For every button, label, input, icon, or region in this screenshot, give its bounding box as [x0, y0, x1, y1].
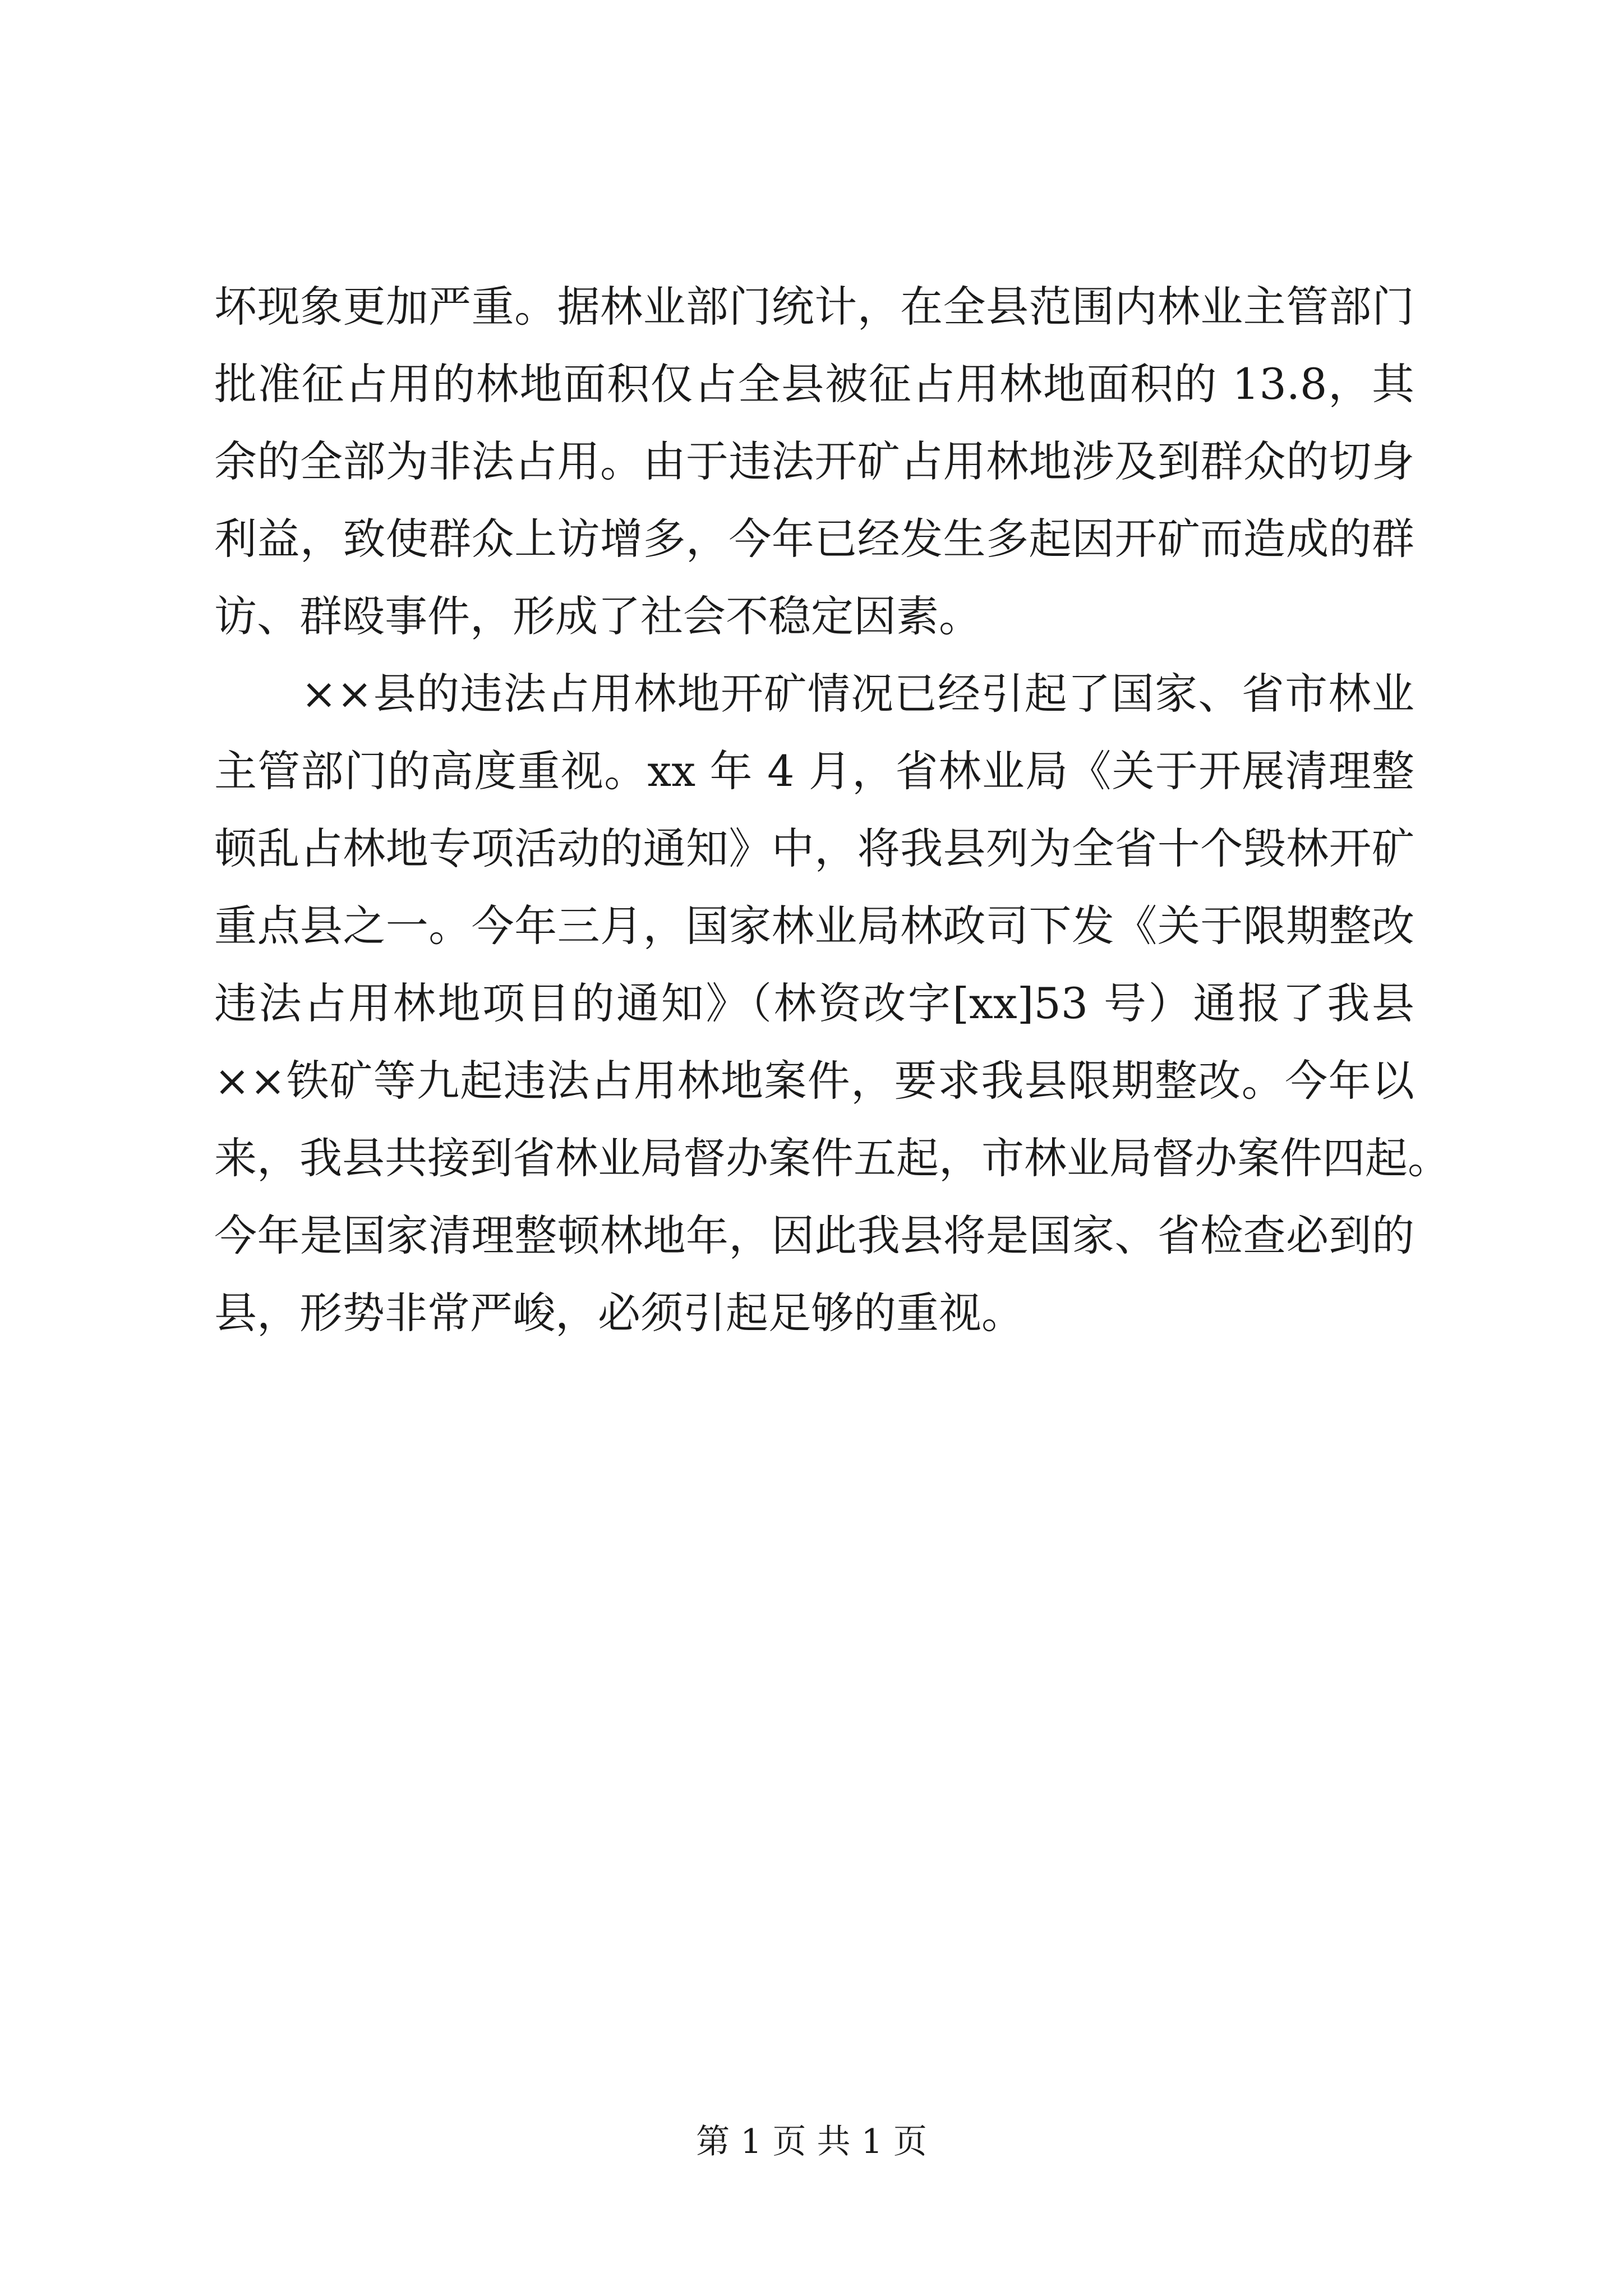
text-line: 来，我县共接到省林业局督办案件五起，市林业局督办案件四起。: [214, 1133, 1450, 1183]
text-line: 重点县之一。今年三月，国家林业局林政司下发《关于限期整改: [214, 901, 1414, 951]
text-line: 今年是国家清理整顿林地年，因此我县将是国家、省检查必到的: [214, 1211, 1414, 1260]
text-line: 县，形势非常严峻，必须引起足够的重视。: [214, 1288, 1024, 1338]
text-line: 违法占用林地项目的通知》（林资改字[xx]53 号）通报了我县: [214, 978, 1414, 1028]
text-line: ××县的违法占用林地开矿情况已经引起了国家、省市林业: [214, 669, 1414, 719]
text-line: 主管部门的高度重视。xx 年 4 月，省林业局《关于开展清理整: [214, 746, 1414, 796]
text-line: 利益，致使群众上访增多，今年已经发生多起因开矿而造成的群: [214, 514, 1414, 564]
page-footer: [0, 2119, 1623, 2164]
paragraph-2: [214, 655, 1450, 1352]
page-number-label: 第 1 页 共 1 页: [696, 2122, 927, 2161]
text-line: 访、群殴事件，形成了社会不稳定因素。: [214, 591, 981, 641]
text-line: 顿乱占林地专项活动的通知》中，将我县列为全省十个毁林开矿: [214, 823, 1414, 873]
paragraph-1: [214, 268, 1414, 655]
text-line: 余的全部为非法占用。由于违法开矿占用林地涉及到群众的切身: [214, 436, 1414, 486]
text-line: ××铁矿等九起违法占用林地案件，要求我县限期整改。今年以: [214, 1056, 1414, 1106]
document-body: [214, 268, 1450, 1352]
text-line: 坏现象更加严重。据林业部门统计，在全县范围内林业主管部门: [214, 282, 1414, 332]
text-line: 批准征占用的林地面积仅占全县被征占用林地面积的 13.8，其: [214, 359, 1414, 409]
